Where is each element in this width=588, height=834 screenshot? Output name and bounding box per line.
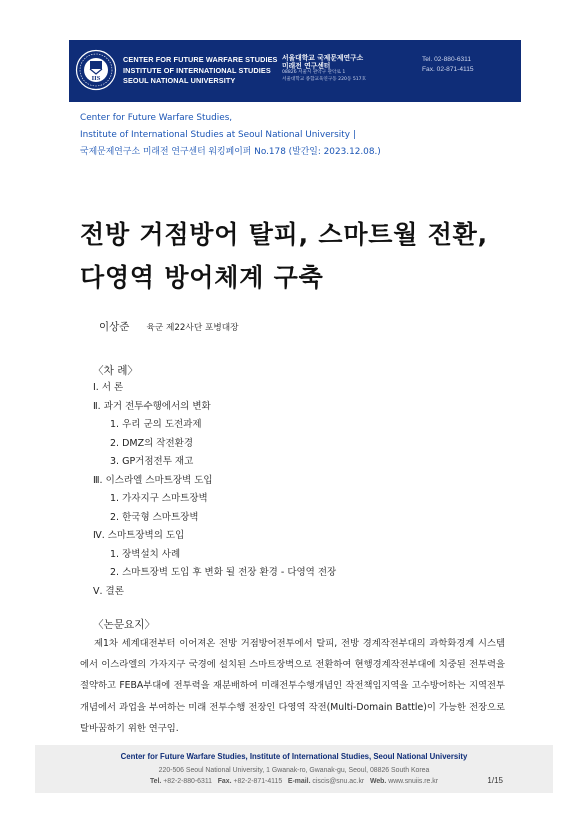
author-name: 이상준 [99,321,130,333]
toc-item: 1. 장벽설치 사례 [110,548,181,560]
toc-item: 1. 가자지구 스마트장벽 [110,493,208,504]
toc-item: 3. GP거점전투 재고 [110,456,194,467]
toc-item: 2. DMZ의 작전환경 [110,437,194,449]
toc-item: Ⅴ. 결론 [93,585,124,597]
address-line-1: 08826 서울시 관악구 관악로 1 [282,70,346,76]
toc-item: Ⅳ. 스마트장벽의 도입 [93,530,185,541]
footer-contacts [35,778,553,785]
toc-item: Ⅲ. 이스라엘 스마트장벽 도입 [93,474,213,486]
header-tel: Tel. 02-880-6311 [422,56,471,63]
header-contact [422,55,474,74]
series-line-2: Institute of International Studies at Seoul National University | [80,130,356,141]
series-line-1: Center for Future Warfare Studies, [80,113,233,123]
series-info [80,110,381,162]
footer-web: www.snuiis.re.kr [388,778,439,785]
title-line-2: 다영역 방어체계 구축 [80,263,324,292]
toc-item: Ⅰ. 서 론 [93,382,124,393]
toc-item: 1. 우리 군의 도전과제 [110,419,202,430]
footer-email: ciscis@snu.ac.kr [312,778,365,785]
footer-web-label: Web. [369,778,387,785]
footer-fax-label: Fax. [217,778,232,785]
footer-fax: +82-2-871-4115 [233,778,283,785]
author-affiliation: 육군 제22사단 포병대장 [146,323,239,333]
toc-heading: 〈차 례〉 [93,365,139,377]
toc-item: 2. 스마트장벽 도입 후 변화 될 전장 환경 - 다영역 전장 [110,567,337,578]
header-fax: Fax. 02-871-4115 [422,65,474,73]
snu-emblem-logo [75,49,117,91]
footer-tel: +82-2-880-6311 [163,778,212,785]
document-title [80,213,488,299]
footer-institution: Center for Future Warfare Studies, Institute of International Studies, Seoul National University [120,752,468,761]
center-name-en: CENTER FOR FUTURE WARFARE STUDIES [123,55,278,64]
page-number: 1/15 [487,776,503,785]
institute-name-ko: 서울대학교 국제문제연구소 [282,54,364,62]
address-line-2: 서울대학교 종합교육연구동 220동 517호 [282,77,367,82]
author-line [99,319,239,334]
center-name-ko: 미래전 연구센터 [282,62,331,71]
abstract-text: 제1차 세계대전부터 이어져온 전방 거점방어전투에서 탈피, 전방 경계작전부대의 과학화경계 시스템에서 이스라엘의 가자지구 국경에 설치된 스마트장벽으로 전환하여 현행경계작전부대에 치중된 전투력을 절약하고 FEBA부대에 전투력을 재분배하여 미래전투수행개념인 작전책임지역을 고수방어하는 지역전투개념에서 과업을 부여하는 미래 전투수행 전장인 다영역 작전(Multi-Domain Battle)이 가능한 전장으로 탈바꿈하기 위한 연구임. [80,638,505,734]
toc-item: 2. 한국형 스마트장벽 [110,511,199,523]
header-korean-names [282,54,366,84]
title-line-1: 전방 거점방어 탈피, 스마트월 전환, [80,220,488,249]
header-banner [69,40,521,102]
logo-text: IIS [91,75,101,82]
footer-tel-label: Tel. [149,778,162,785]
footer-address: 220-506 Seoul National University, 1 Gwanak-ro, Gwanak-gu, Seoul, 08826 South Korea [158,767,430,774]
abstract-heading: 〈논문요지〉 [93,619,156,631]
university-name-en: SEOUL NATIONAL UNIVERSITY [123,76,236,85]
toc-item: Ⅱ. 과거 전투수행에서의 변화 [93,400,211,412]
footer-email-label: E-mail. [287,778,311,785]
institute-name-en: INSTITUTE OF INTERNATIONAL STUDIES [123,65,271,75]
header-english-names [123,55,278,87]
page-footer [35,745,553,793]
table-of-contents [93,379,513,601]
series-line-3: 국제문제연구소 미래전 연구센터 워킹페이퍼 No.178 (발간일: 2023.12.08.) [80,147,381,158]
